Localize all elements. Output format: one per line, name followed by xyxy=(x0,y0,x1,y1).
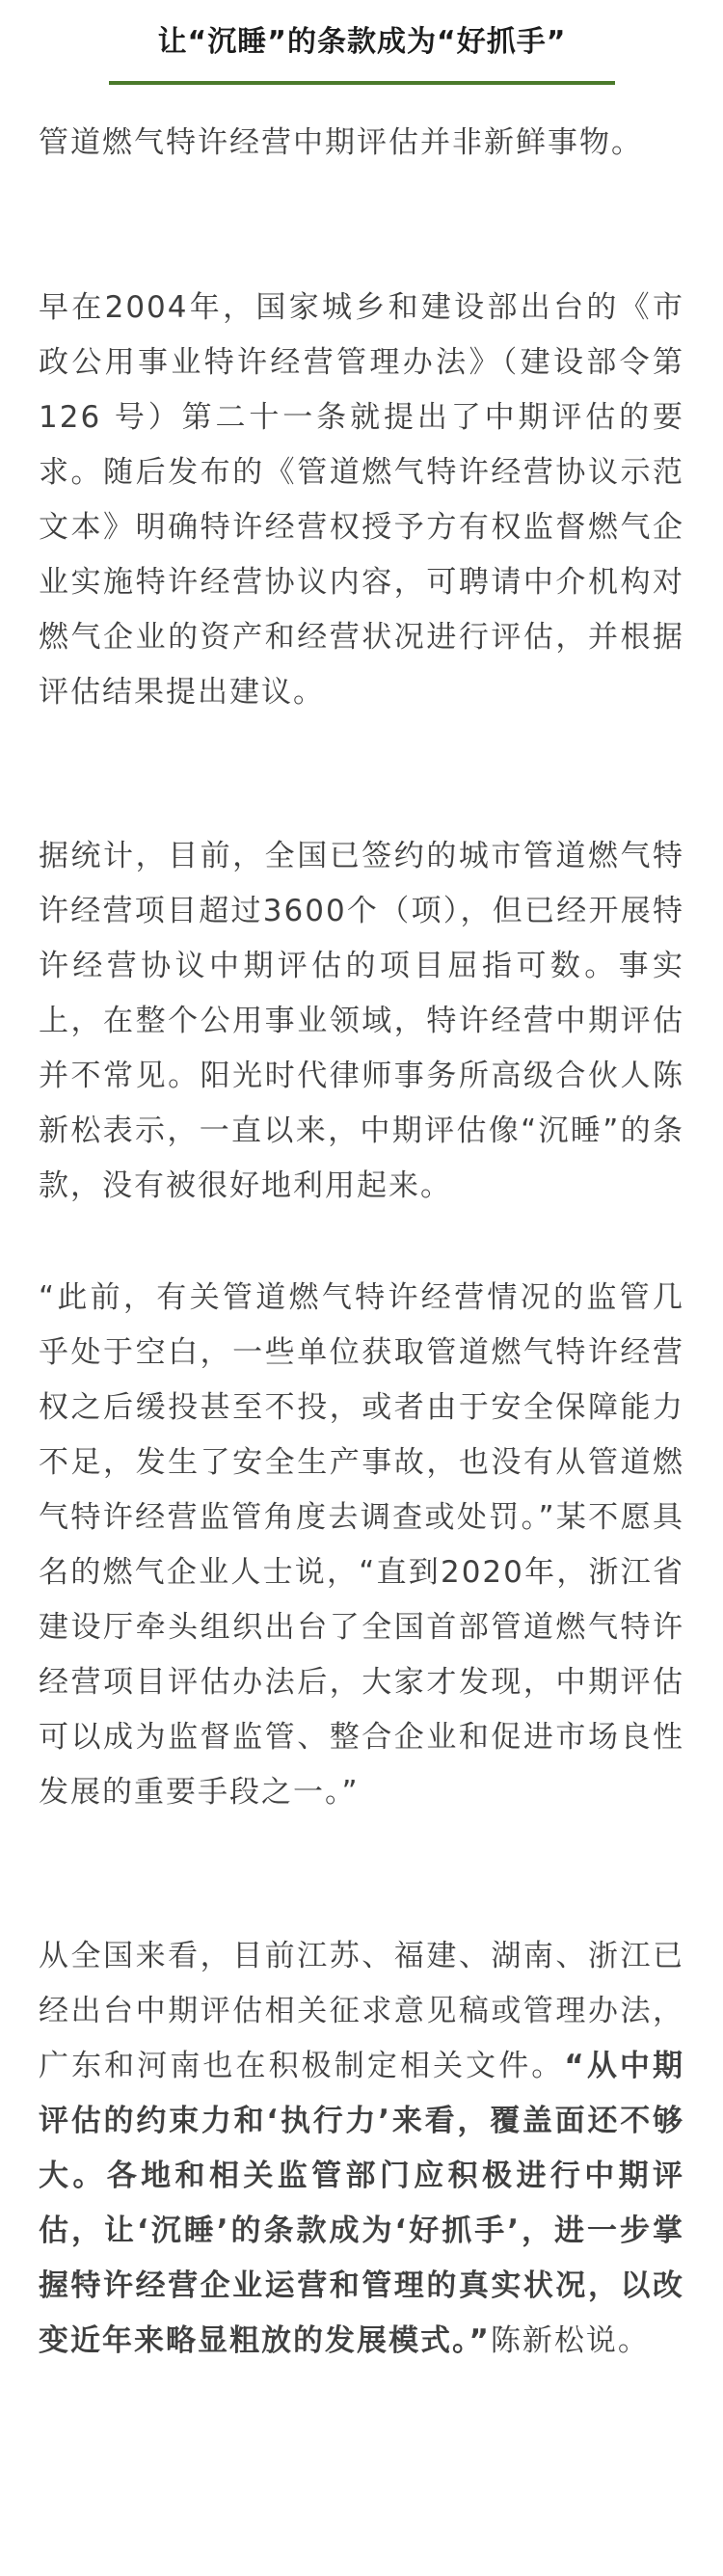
paragraph-1: 管道燃气特许经营中期评估并非新鲜事物。 xyxy=(39,125,643,160)
heading-underline xyxy=(109,81,615,85)
paragraph-3: 据统计，目前，全国已签约的城市管道燃气特许经营项目超过3600个（项），但已经开展特许经营协议中期评估的项目屈指可数。事实上，在整个公用事业领域，特许经营中期评估并不常见。阳光时代律师事务所高级合伙人陈新松表示，一直以来，中期评估像“沉睡”的条款，没有被很好地利用起来。 xyxy=(39,839,684,1203)
paragraph-5-intro: 从全国来看，目前江苏、福建、湖南、浙江已经出台中期评估相关征求意见稿或管理办法，广东和河南也在积极制定相关文件。 xyxy=(39,1939,684,2083)
paragraph-5 xyxy=(39,1929,684,2369)
paragraph-4: “此前，有关管道燃气特许经营情况的监管几乎处于空白，一些单位获取管道燃气特许经营权之后缓投甚至不投，或者由于安全保障能力不足，发生了安全生产事故，也没有从管道燃气特许经营监管角度去调查或处罚。”某不愿具名的燃气企业人士说，“直到2020年，浙江省建设厅牵头组织出台了全国首部管道燃气特许经营项目评估办法后，大家才发现，中期评估可以成为监督监管、整合企业和促进市场良性发展的重要手段之一。” xyxy=(39,1280,684,1810)
paragraph-5-attribution: 陈新松说。 xyxy=(490,2323,650,2358)
section-heading xyxy=(109,0,615,96)
section-title: 让“沉睡”的条款成为“好抓手” xyxy=(157,25,567,59)
paragraph-2: 早在2004年，国家城乡和建设部出台的《市政公用事业特许经营管理办法》（建设部令第 126 号）第二十一条就提出了中期评估的要求。随后发布的《管道燃气特许经营协议示范文本》明确特许经营权授予方有权监督燃气企业实施特许经营协议内容，可聘请中介机构对燃气企业的资产和经营状况进行评估，并根据评估结果提出建议。 xyxy=(39,290,684,710)
paragraph-5-quote: “从中期评估的约束力和‘执行力’来看，覆盖面还不够大。各地和相关监管部门应积极进行中期评估，让‘沉睡’的条款成为‘好抓手’，进一步掌握特许经营企业运营和管理的真实状况，以改变近年来略显粗放的发展模式。” xyxy=(39,2049,685,2358)
